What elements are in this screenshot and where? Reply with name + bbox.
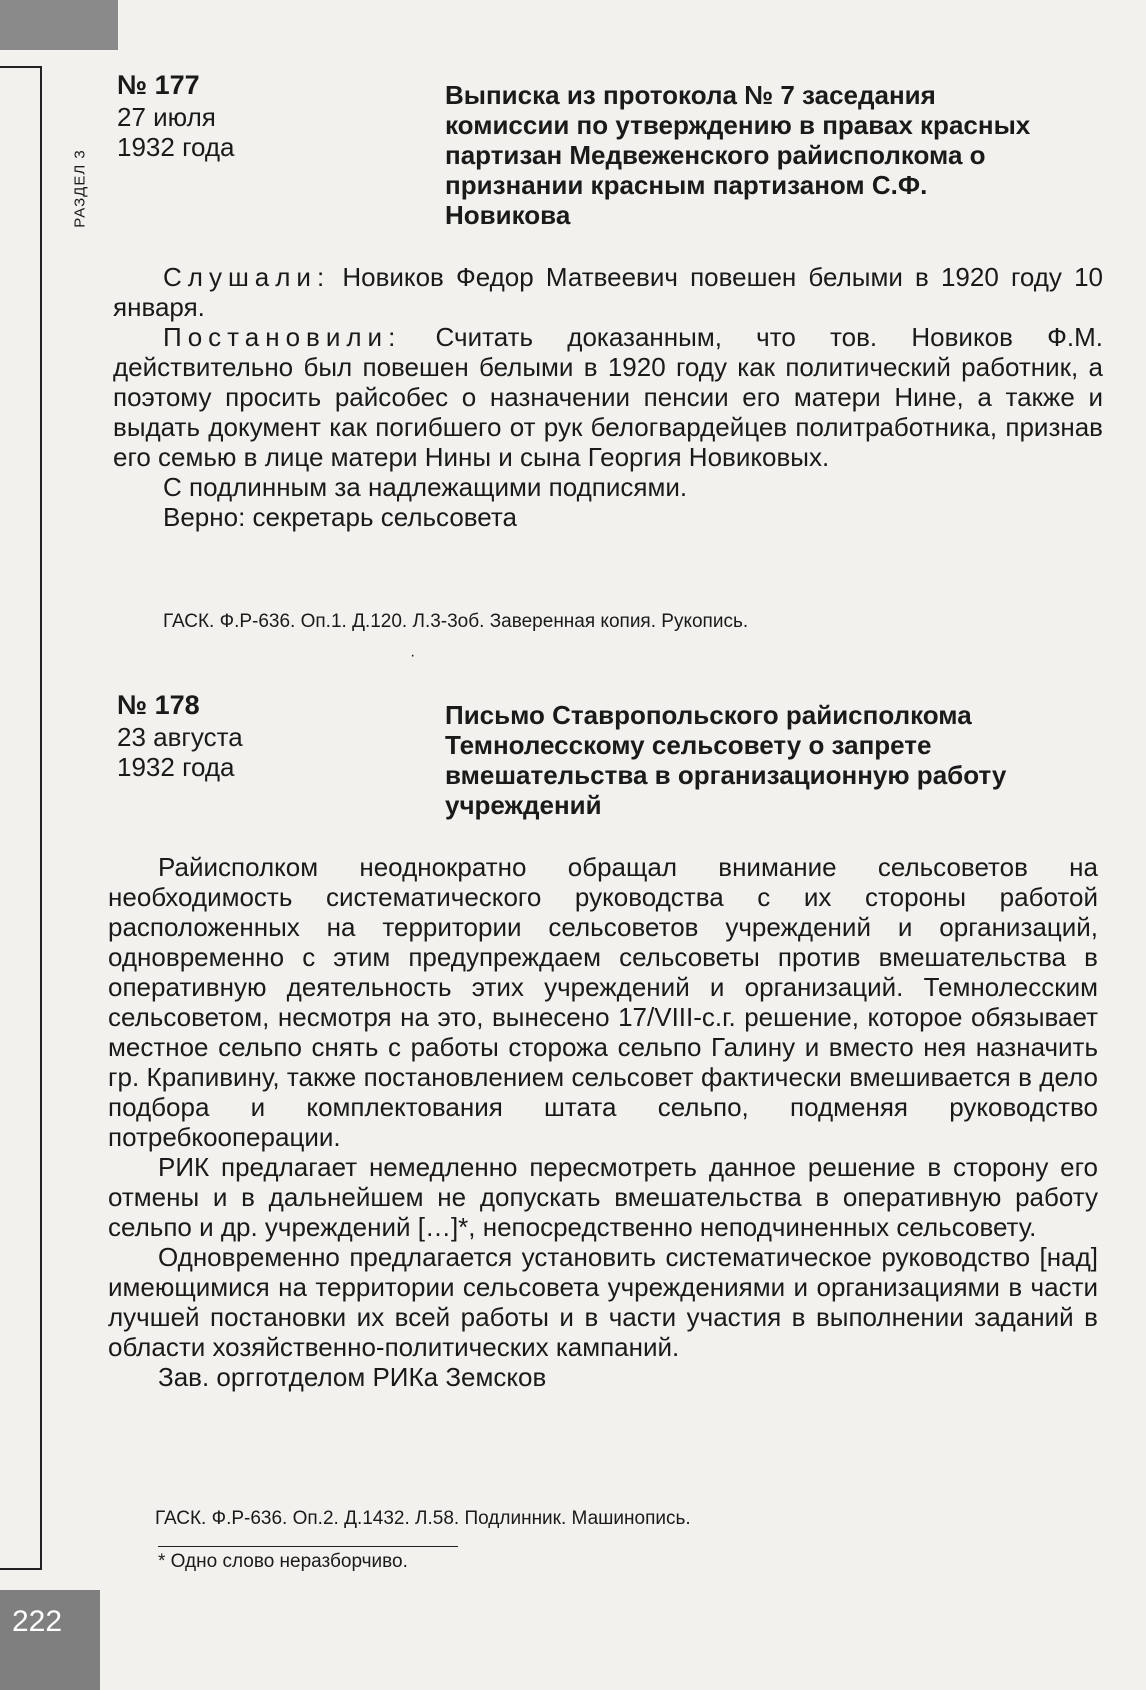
doc-title-178: Письмо Ставропольского райисполкома Темнолесскому сельсовету о запрете вмешательства в организационную работу учреждений bbox=[445, 700, 1007, 820]
doc-date-178-day: 23 августа bbox=[117, 722, 243, 752]
corner-block bbox=[0, 0, 118, 50]
verified-line: Верно: секретарь сельсовета bbox=[163, 502, 517, 532]
page-frame bbox=[0, 66, 42, 1570]
heard-paragraph bbox=[113, 262, 1103, 322]
paragraph-1: Райисполком неоднократно обращал внимание сельсоветов на необходимость систематического руководства с их стороны работой расположенных на территории сельсоветов учреждений и организаций, одновременно с этим предупреждаем сельсоветы против вмешательства в оперативную деятельность этих учреждений и организаций. Темнолесским сельсоветом, несмотря на это, вынесено 17/VIII-с.г. решение, которое обязывает местное сельпо снять с работы сторожа сельпо Галину и вместо нея назначить гр. Крапивину, также постановлением сельсовет фактически вмешивается в дело подбора и комплектования штата сельпо, подменяя руководство потребкооперации. bbox=[108, 852, 1098, 1152]
doc-title-177: Выписка из протокола № 7 заседания комиссии по утверждению в правах красных партизан Медвеженского райисполкома о признании красным партизаном С.Ф. Новикова bbox=[445, 80, 1031, 230]
paragraph-2: РИК предлагает немедленно пересмотреть данное решение в сторону его отмены и в дальнейшем не допускать вмешательства в оперативную работу сельпо и др. учреждений […]*, непосредственно неподчиненных сельсовету. bbox=[108, 1152, 1098, 1242]
doc-date-177-day: 27 июля bbox=[117, 102, 216, 132]
doc-date-178-year: 1932 года bbox=[117, 752, 235, 782]
section-label: РАЗДЕЛ 3 bbox=[71, 149, 89, 228]
paragraph-3: Одновременно предлагается установить систематическое руководство [над] имеющимися на территории сельсовета учреждениями и организациями в части лучшей постановки их всей работы и в части участия в выполнении заданий в области хозяйственно-политических кампаний. bbox=[108, 1242, 1098, 1362]
resolved-label: Постановили: bbox=[163, 322, 402, 352]
signature: Зав. оргготделом РИКа Земсков bbox=[158, 1362, 547, 1392]
source-177: ГАСК. Ф.Р-636. Оп.1. Д.120. Л.3-3об. Заверенная копия. Рукопись. bbox=[163, 611, 749, 632]
heard-label: Слушали: bbox=[163, 262, 331, 292]
doc-body-178 bbox=[108, 852, 1098, 1392]
footnote: * Одно слово неразборчиво. bbox=[158, 1551, 408, 1572]
doc-date-177-year: 1932 года bbox=[117, 132, 235, 162]
doc-number-177: № 177 bbox=[117, 70, 200, 100]
doc-number-178: № 178 bbox=[117, 690, 200, 720]
resolved-text: Считать доказанным, что тов. Новиков Ф.М. действительно был повешен белыми в 1920 году как политический работник, а поэтому просить райсобес о назначении пенсии его матери Нине, а также и выдать документ как погибшего от рук белогвардейцев политработника, признав его семью в лице матери Нины и сына Георгия Новиковых. bbox=[113, 322, 1103, 472]
footnote-rule bbox=[158, 1546, 458, 1547]
separator-dot: · bbox=[410, 647, 416, 664]
resolved-paragraph bbox=[113, 322, 1103, 472]
source-178: ГАСК. Ф.Р-636. Оп.2. Д.1432. Л.58. Подлинник. Машинопись. bbox=[155, 1508, 691, 1529]
heard-text: Новиков Федор Матвеевич повешен белыми в 1920 году 10 января. bbox=[113, 262, 1103, 322]
page-number: 222 bbox=[12, 1605, 63, 1638]
doc-body-177 bbox=[113, 262, 1103, 532]
certified-line: С подлинным за надлежащими подписями. bbox=[163, 472, 688, 502]
